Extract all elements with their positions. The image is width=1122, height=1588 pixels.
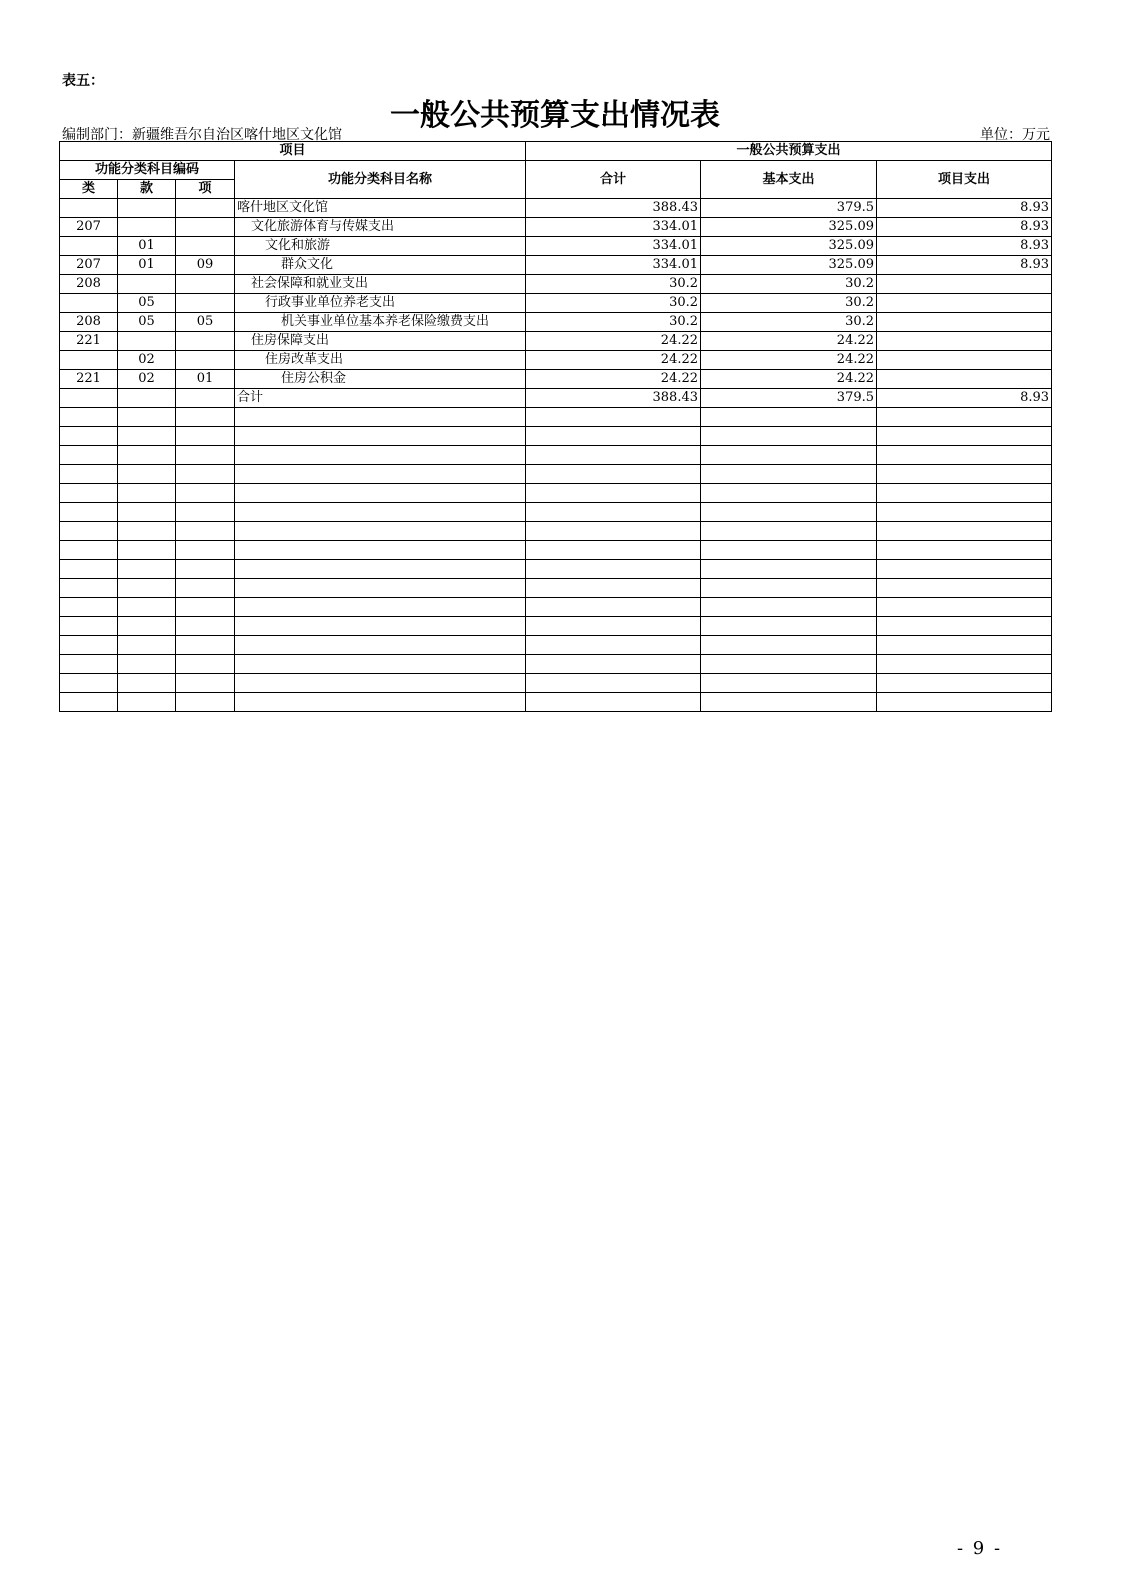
code-xiang-cell: 09 — [176, 256, 235, 275]
empty-row — [60, 465, 1052, 484]
empty-cell — [60, 560, 118, 579]
total-cell: 30.2 — [526, 313, 701, 332]
basic-expenditure-cell: 325.09 — [701, 237, 877, 256]
table-label: 表五： — [62, 73, 104, 89]
empty-cell — [176, 541, 235, 560]
empty-cell — [60, 446, 118, 465]
total-cell: 334.01 — [526, 237, 701, 256]
code-kuan-cell — [118, 275, 176, 294]
code-kuan-cell: 02 — [118, 351, 176, 370]
empty-cell — [235, 579, 526, 598]
empty-cell — [877, 674, 1052, 693]
empty-row — [60, 655, 1052, 674]
empty-cell — [176, 408, 235, 427]
empty-cell — [118, 674, 176, 693]
code-kuan-cell: 01 — [118, 256, 176, 275]
empty-cell — [526, 617, 701, 636]
code-lei-cell: 207 — [60, 218, 118, 237]
unit-label: 单位：万元 — [980, 127, 1050, 143]
empty-cell — [118, 579, 176, 598]
subject-name-cell: 住房保障支出 — [235, 332, 526, 351]
code-lei-cell — [60, 199, 118, 218]
empty-cell — [701, 465, 877, 484]
empty-cell — [526, 522, 701, 541]
empty-cell — [526, 503, 701, 522]
empty-cell — [701, 674, 877, 693]
total-cell: 334.01 — [526, 256, 701, 275]
subject-name-cell: 文化和旅游 — [235, 237, 526, 256]
empty-cell — [526, 674, 701, 693]
basic-expenditure-cell: 325.09 — [701, 218, 877, 237]
empty-cell — [176, 503, 235, 522]
empty-cell — [118, 693, 176, 712]
lei-header: 类 — [60, 180, 118, 199]
empty-cell — [235, 598, 526, 617]
project-expenditure-header: 项目支出 — [877, 161, 1052, 199]
empty-cell — [118, 598, 176, 617]
empty-cell — [60, 617, 118, 636]
empty-cell — [526, 465, 701, 484]
empty-cell — [176, 693, 235, 712]
project-header: 项目 — [60, 142, 526, 161]
code-lei-cell: 208 — [60, 313, 118, 332]
table-row — [60, 332, 1052, 351]
empty-cell — [701, 446, 877, 465]
total-cell: 24.22 — [526, 370, 701, 389]
total-header: 合计 — [526, 161, 701, 199]
table-row — [60, 351, 1052, 370]
code-lei-cell: 221 — [60, 332, 118, 351]
empty-cell — [526, 427, 701, 446]
department-label: 编制部门：新疆维吾尔自治区喀什地区文化馆 — [62, 127, 342, 143]
empty-cell — [118, 484, 176, 503]
empty-row — [60, 408, 1052, 427]
empty-cell — [60, 522, 118, 541]
empty-cell — [701, 693, 877, 712]
empty-cell — [176, 655, 235, 674]
table-row — [60, 313, 1052, 332]
empty-cell — [701, 636, 877, 655]
empty-cell — [60, 541, 118, 560]
subject-name-cell: 住房公积金 — [235, 370, 526, 389]
empty-cell — [118, 503, 176, 522]
empty-cell — [877, 446, 1052, 465]
empty-row — [60, 560, 1052, 579]
empty-cell — [235, 674, 526, 693]
empty-cell — [176, 598, 235, 617]
empty-cell — [118, 408, 176, 427]
empty-cell — [118, 655, 176, 674]
empty-cell — [526, 655, 701, 674]
empty-cell — [60, 465, 118, 484]
subject-name-header: 功能分类科目名称 — [235, 161, 526, 199]
empty-cell — [701, 617, 877, 636]
empty-cell — [118, 541, 176, 560]
basic-expenditure-cell: 24.22 — [701, 351, 877, 370]
code-lei-cell: 207 — [60, 256, 118, 275]
code-lei-cell: 208 — [60, 275, 118, 294]
code-xiang-cell — [176, 237, 235, 256]
basic-expenditure-cell: 379.5 — [701, 389, 877, 408]
empty-cell — [176, 522, 235, 541]
subject-name-cell: 行政事业单位养老支出 — [235, 294, 526, 313]
empty-row — [60, 636, 1052, 655]
code-kuan-cell: 05 — [118, 294, 176, 313]
project-expenditure-cell: 8.93 — [877, 237, 1052, 256]
total-cell: 30.2 — [526, 294, 701, 313]
empty-cell — [877, 579, 1052, 598]
empty-cell — [701, 427, 877, 446]
empty-cell — [701, 484, 877, 503]
basic-expenditure-cell: 379.5 — [701, 199, 877, 218]
empty-cell — [176, 636, 235, 655]
empty-cell — [235, 484, 526, 503]
empty-cell — [118, 465, 176, 484]
code-kuan-cell — [118, 199, 176, 218]
project-expenditure-cell — [877, 351, 1052, 370]
empty-cell — [526, 579, 701, 598]
page-number: - 9 - — [957, 1538, 1003, 1559]
code-kuan-cell: 01 — [118, 237, 176, 256]
empty-cell — [526, 560, 701, 579]
empty-cell — [60, 427, 118, 446]
code-xiang-cell — [176, 218, 235, 237]
empty-cell — [60, 693, 118, 712]
empty-cell — [701, 579, 877, 598]
total-cell: 24.22 — [526, 351, 701, 370]
empty-cell — [176, 484, 235, 503]
empty-cell — [877, 522, 1052, 541]
empty-cell — [877, 427, 1052, 446]
empty-cell — [235, 465, 526, 484]
project-expenditure-cell: 8.93 — [877, 256, 1052, 275]
subject-name-cell: 住房改革支出 — [235, 351, 526, 370]
empty-row — [60, 522, 1052, 541]
empty-cell — [235, 541, 526, 560]
empty-cell — [60, 674, 118, 693]
empty-cell — [118, 636, 176, 655]
subject-name-cell: 机关事业单位基本养老保险缴费支出 — [235, 313, 526, 332]
empty-cell — [877, 655, 1052, 674]
subject-name-cell: 社会保障和就业支出 — [235, 275, 526, 294]
empty-cell — [235, 560, 526, 579]
empty-row — [60, 427, 1052, 446]
empty-cell — [235, 503, 526, 522]
empty-cell — [877, 503, 1052, 522]
table-row — [60, 256, 1052, 275]
table-row — [60, 294, 1052, 313]
table-row — [60, 199, 1052, 218]
code-xiang-cell — [176, 332, 235, 351]
empty-cell — [877, 465, 1052, 484]
empty-cell — [60, 579, 118, 598]
code-xiang-cell: 01 — [176, 370, 235, 389]
empty-cell — [118, 617, 176, 636]
empty-cell — [118, 560, 176, 579]
empty-cell — [118, 427, 176, 446]
table-row — [60, 275, 1052, 294]
subject-name-cell: 喀什地区文化馆 — [235, 199, 526, 218]
empty-cell — [60, 408, 118, 427]
subject-name-cell: 合计 — [235, 389, 526, 408]
empty-cell — [526, 446, 701, 465]
empty-cell — [701, 522, 877, 541]
empty-cell — [877, 598, 1052, 617]
empty-cell — [526, 598, 701, 617]
empty-row — [60, 579, 1052, 598]
basic-expenditure-cell: 30.2 — [701, 294, 877, 313]
project-expenditure-cell — [877, 313, 1052, 332]
empty-cell — [176, 579, 235, 598]
empty-cell — [701, 598, 877, 617]
basic-expenditure-cell: 30.2 — [701, 313, 877, 332]
empty-row — [60, 693, 1052, 712]
empty-cell — [235, 427, 526, 446]
empty-cell — [877, 617, 1052, 636]
project-expenditure-cell — [877, 275, 1052, 294]
empty-cell — [60, 598, 118, 617]
empty-row — [60, 484, 1052, 503]
empty-cell — [701, 541, 877, 560]
empty-cell — [701, 560, 877, 579]
code-kuan-cell: 02 — [118, 370, 176, 389]
empty-cell — [176, 465, 235, 484]
empty-cell — [60, 484, 118, 503]
empty-cell — [526, 484, 701, 503]
empty-cell — [877, 560, 1052, 579]
empty-cell — [235, 636, 526, 655]
basic-expenditure-cell: 24.22 — [701, 370, 877, 389]
empty-cell — [176, 674, 235, 693]
page-title: 一般公共预算支出情况表 — [390, 98, 720, 133]
empty-cell — [176, 427, 235, 446]
code-xiang-cell — [176, 351, 235, 370]
budget-expenditure-header: 一般公共预算支出 — [526, 142, 1052, 161]
project-expenditure-cell — [877, 294, 1052, 313]
table-row — [60, 237, 1052, 256]
empty-cell — [235, 655, 526, 674]
code-kuan-cell — [118, 389, 176, 408]
table-row — [60, 389, 1052, 408]
empty-cell — [235, 617, 526, 636]
code-xiang-cell — [176, 389, 235, 408]
empty-cell — [60, 655, 118, 674]
empty-cell — [526, 408, 701, 427]
project-expenditure-cell: 8.93 — [877, 199, 1052, 218]
basic-expenditure-cell: 30.2 — [701, 275, 877, 294]
basic-expenditure-cell: 325.09 — [701, 256, 877, 275]
code-xiang-cell — [176, 294, 235, 313]
budget-table — [59, 141, 1052, 712]
empty-cell — [235, 446, 526, 465]
empty-cell — [235, 408, 526, 427]
code-xiang-cell: 05 — [176, 313, 235, 332]
project-expenditure-cell: 8.93 — [877, 389, 1052, 408]
empty-cell — [118, 446, 176, 465]
code-kuan-cell — [118, 218, 176, 237]
empty-row — [60, 674, 1052, 693]
project-expenditure-cell — [877, 332, 1052, 351]
project-expenditure-cell — [877, 370, 1052, 389]
empty-cell — [877, 693, 1052, 712]
code-xiang-cell — [176, 275, 235, 294]
empty-cell — [176, 617, 235, 636]
project-expenditure-cell: 8.93 — [877, 218, 1052, 237]
empty-cell — [60, 503, 118, 522]
code-lei-cell — [60, 389, 118, 408]
empty-cell — [701, 408, 877, 427]
total-cell: 388.43 — [526, 199, 701, 218]
empty-row — [60, 446, 1052, 465]
empty-cell — [235, 522, 526, 541]
total-cell: 24.22 — [526, 332, 701, 351]
xiang-header: 项 — [176, 180, 235, 199]
table-row — [60, 370, 1052, 389]
empty-cell — [526, 636, 701, 655]
empty-row — [60, 503, 1052, 522]
empty-cell — [118, 522, 176, 541]
basic-expenditure-header: 基本支出 — [701, 161, 877, 199]
code-lei-cell — [60, 351, 118, 370]
kuan-header: 款 — [118, 180, 176, 199]
code-xiang-cell — [176, 199, 235, 218]
empty-cell — [176, 560, 235, 579]
code-lei-cell — [60, 294, 118, 313]
code-kuan-cell — [118, 332, 176, 351]
subject-name-cell: 文化旅游体育与传媒支出 — [235, 218, 526, 237]
empty-row — [60, 541, 1052, 560]
empty-cell — [526, 693, 701, 712]
total-cell: 30.2 — [526, 275, 701, 294]
total-cell: 388.43 — [526, 389, 701, 408]
code-lei-cell — [60, 237, 118, 256]
total-cell: 334.01 — [526, 218, 701, 237]
empty-cell — [526, 541, 701, 560]
empty-cell — [176, 446, 235, 465]
code-kuan-cell: 05 — [118, 313, 176, 332]
empty-cell — [877, 636, 1052, 655]
empty-cell — [701, 503, 877, 522]
code-lei-cell: 221 — [60, 370, 118, 389]
subject-name-cell: 群众文化 — [235, 256, 526, 275]
empty-row — [60, 598, 1052, 617]
empty-row — [60, 617, 1052, 636]
empty-cell — [877, 541, 1052, 560]
empty-cell — [877, 484, 1052, 503]
code-group-header: 功能分类科目编码 — [60, 161, 235, 180]
empty-cell — [235, 693, 526, 712]
table-row — [60, 218, 1052, 237]
empty-cell — [701, 655, 877, 674]
empty-cell — [60, 636, 118, 655]
empty-cell — [877, 408, 1052, 427]
basic-expenditure-cell: 24.22 — [701, 332, 877, 351]
